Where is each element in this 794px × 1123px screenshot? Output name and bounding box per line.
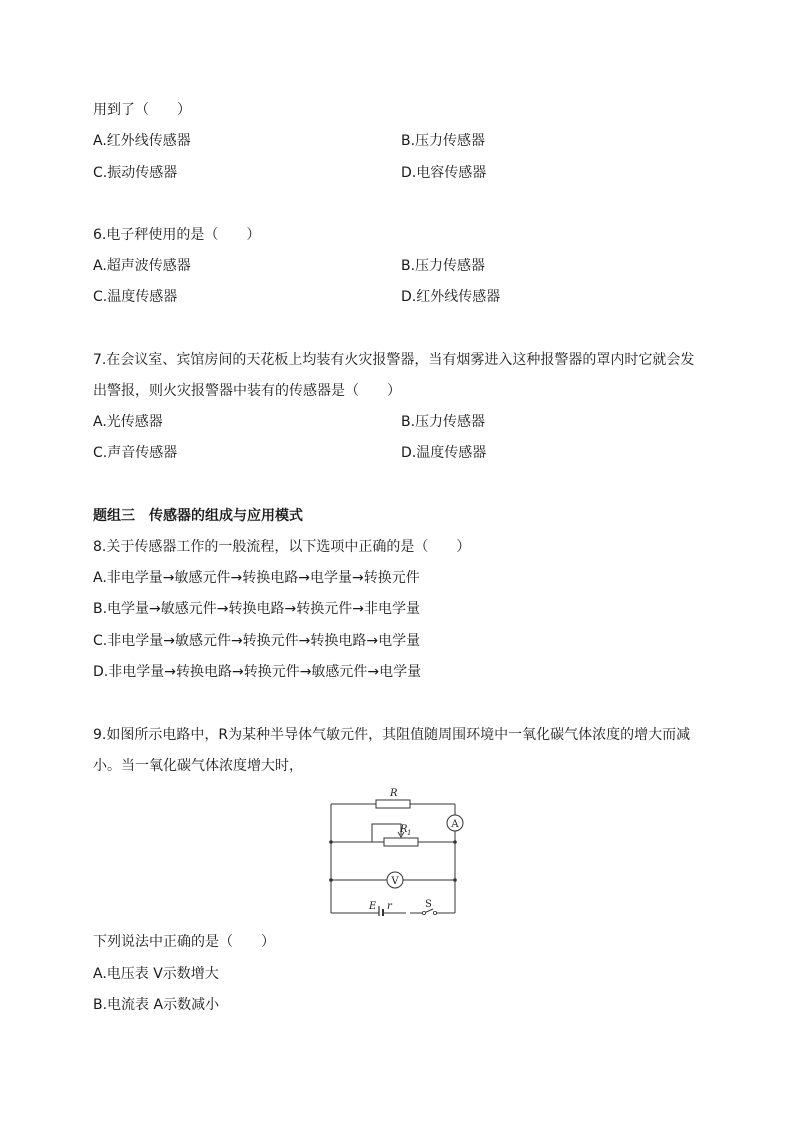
rheostat-r1 bbox=[384, 838, 418, 846]
q5-option-d: D.电容传感器 bbox=[401, 165, 487, 181]
ammeter-label: A bbox=[451, 819, 459, 830]
q6-option-a: A.超声波传感器 bbox=[93, 258, 191, 274]
circuit-diagram bbox=[326, 782, 466, 916]
label-r-internal: r bbox=[387, 901, 392, 912]
q9-option-a: A.电压表 V示数增大 bbox=[93, 966, 219, 982]
section-heading: 题组三 传感器的组成与应用模式 bbox=[93, 508, 303, 524]
label-s: S bbox=[425, 899, 432, 910]
q6-option-d: D.红外线传感器 bbox=[401, 289, 501, 305]
q8-option-c: C.非电学量→敏感元件→转换元件→转换电路→电学量 bbox=[93, 633, 421, 649]
q8-option-b: B.电学量→敏感元件→转换电路→转换元件→非电学量 bbox=[93, 601, 420, 617]
q9-option-b: B.电流表 A示数减小 bbox=[93, 997, 220, 1013]
q9-stem-line2: 小。当一氧化碳气体浓度增大时， bbox=[93, 758, 303, 774]
q5-option-c: C.振动传感器 bbox=[93, 165, 178, 181]
q8-option-a: A.非电学量→敏感元件→转换电路→电学量→转换元件 bbox=[93, 570, 420, 586]
label-r: R bbox=[390, 788, 398, 799]
q6-option-b: B.压力传感器 bbox=[401, 258, 486, 274]
voltmeter-label: V bbox=[391, 876, 399, 887]
q7-stem-line2: 出警报，则火灾报警器中装有的传感器是（ ） bbox=[93, 383, 401, 399]
q5-option-a: A.红外线传感器 bbox=[93, 133, 191, 149]
q7-option-c: C.声音传感器 bbox=[93, 445, 178, 461]
q7-option-d: D.温度传感器 bbox=[401, 445, 487, 461]
q9-stem-line1: 9.如图所示电路中，R为某种半导体气敏元件，其阻值随周围环境中一氧化碳气体浓度的增大而减 bbox=[93, 727, 691, 743]
q6-stem: 6.电子秤使用的是（ ） bbox=[93, 227, 261, 243]
q8-stem: 8.关于传感器工作的一般流程，以下选项中正确的是（ ） bbox=[93, 539, 471, 555]
label-r1-sub: 1 bbox=[407, 829, 412, 837]
q5-option-b: B.压力传感器 bbox=[401, 133, 486, 149]
q9-question: 下列说法中正确的是（ ） bbox=[93, 934, 275, 950]
label-r1: R bbox=[400, 824, 408, 835]
q7-option-a: A.光传感器 bbox=[93, 414, 163, 430]
q8-option-d: D.非电学量→转换电路→转换元件→敏感元件→电学量 bbox=[93, 664, 422, 680]
q5-stem-tail: 用到了（ ） bbox=[93, 102, 191, 118]
label-e: E bbox=[369, 901, 377, 912]
q7-stem-line1: 7.在会议室、宾馆房间的天花板上均装有火灾报警器，当有烟雾进入这种报警器的罩内时它就会发 bbox=[93, 352, 695, 368]
q6-option-c: C.温度传感器 bbox=[93, 289, 178, 305]
q7-option-b: B.压力传感器 bbox=[401, 414, 486, 430]
resistor-r bbox=[376, 800, 410, 808]
